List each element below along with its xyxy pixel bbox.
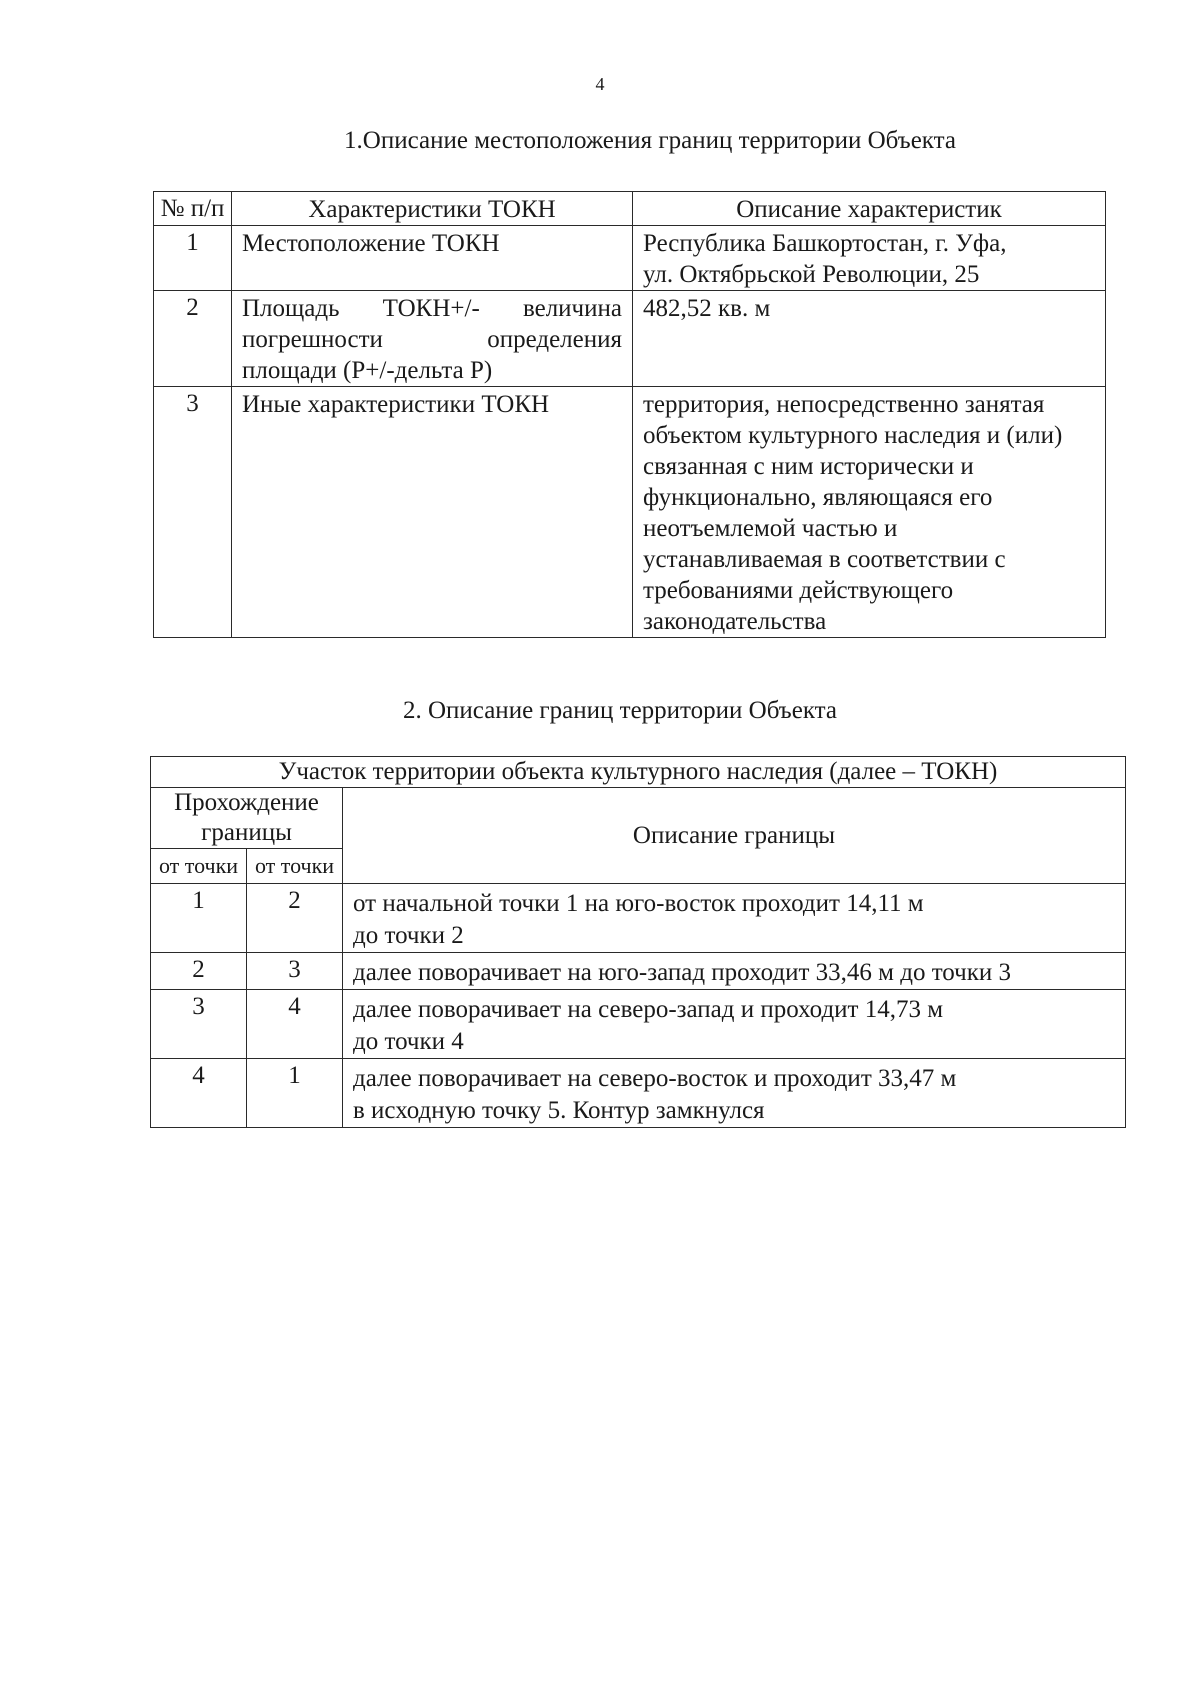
characteristic-line: Площадь ТОКН+/- величина — [242, 295, 622, 322]
row-description — [343, 990, 1126, 1059]
row-num: 2 — [154, 291, 232, 387]
row-description — [343, 953, 1126, 990]
header-from-point: от точки — [151, 849, 247, 884]
characteristic-line: погрешности определения — [242, 326, 622, 353]
table-row — [154, 226, 1106, 291]
table-row — [151, 953, 1126, 990]
table-header-row — [154, 192, 1106, 226]
description-line: объектом культурного наследия и (или) — [643, 422, 1063, 449]
description-line: ул. Октябрьской Революции, 25 — [643, 261, 980, 288]
description-line: далее поворачивает на северо-запад и проходит 14,73 м — [353, 996, 944, 1023]
row-description — [343, 1059, 1126, 1128]
row-from: 4 — [151, 1059, 247, 1128]
table-caption-row — [151, 757, 1126, 788]
boundary-table — [150, 756, 1126, 1128]
description-line: до точки 2 — [353, 922, 464, 949]
description-line: от начальной точки 1 на юго-восток проходит 14,11 м — [353, 890, 924, 917]
table-row — [154, 387, 1106, 638]
header-description: Описание характеристик — [633, 192, 1106, 226]
table-row — [154, 291, 1106, 387]
table-header-row — [151, 788, 1126, 849]
description-line: законодательства — [643, 608, 827, 635]
row-characteristic — [232, 291, 633, 387]
section-2-title: 2. Описание границ территории Объекта — [403, 697, 837, 724]
row-to: 2 — [247, 884, 343, 953]
table-caption: Участок территории объекта культурного наследия (далее – ТОКН) — [151, 757, 1126, 788]
row-description — [343, 884, 1126, 953]
row-description — [633, 226, 1106, 291]
table-row — [151, 990, 1126, 1059]
description-line: далее поворачивает на северо-восток и проходит 33,47 м — [353, 1065, 957, 1092]
location-table — [153, 191, 1106, 638]
description-line: функционально, являющаяся его — [643, 484, 993, 511]
description-line: далее поворачивает на юго-запад проходит 33,46 м до точки 3 — [353, 959, 1011, 986]
row-num: 3 — [154, 387, 232, 638]
row-to: 3 — [247, 953, 343, 990]
header-description: Описание границы — [343, 788, 1126, 884]
row-description: 482,52 кв. м — [633, 291, 1106, 387]
description-line: в исходную точку 5. Контур замкнулся — [353, 1097, 765, 1124]
row-to: 4 — [247, 990, 343, 1059]
description-line: устанавливаемая в соответствии с — [643, 546, 1006, 573]
section-1-title: 1.Описание местоположения границ территории Объекта — [344, 127, 956, 154]
description-line: неотъемлемой частью и — [643, 515, 898, 542]
row-num: 1 — [154, 226, 232, 291]
row-to: 1 — [247, 1059, 343, 1128]
description-line: территория, непосредственно занятая — [643, 391, 1045, 418]
description-line: до точки 4 — [353, 1028, 464, 1055]
description-line: Республика Башкортостан, г. Уфа, — [643, 230, 1007, 257]
row-from: 3 — [151, 990, 247, 1059]
row-from: 2 — [151, 953, 247, 990]
header-to-point: от точки — [247, 849, 343, 884]
row-characteristic: Иные характеристики ТОКН — [232, 387, 633, 638]
header-num: № п/п — [154, 192, 232, 226]
table-row — [151, 884, 1126, 953]
table-row — [151, 1059, 1126, 1128]
description-line: требованиями действующего — [643, 577, 954, 604]
row-characteristic: Местоположение ТОКН — [232, 226, 633, 291]
row-from: 1 — [151, 884, 247, 953]
characteristic-line: площади (Р+/-дельта Р) — [242, 357, 493, 384]
header-pass: Прохождение границы — [151, 788, 343, 849]
row-description — [633, 387, 1106, 638]
header-characteristic: Характеристики ТОКН — [232, 192, 633, 226]
page-number: 4 — [595, 74, 605, 94]
description-line: связанная с ним исторически и — [643, 453, 974, 480]
